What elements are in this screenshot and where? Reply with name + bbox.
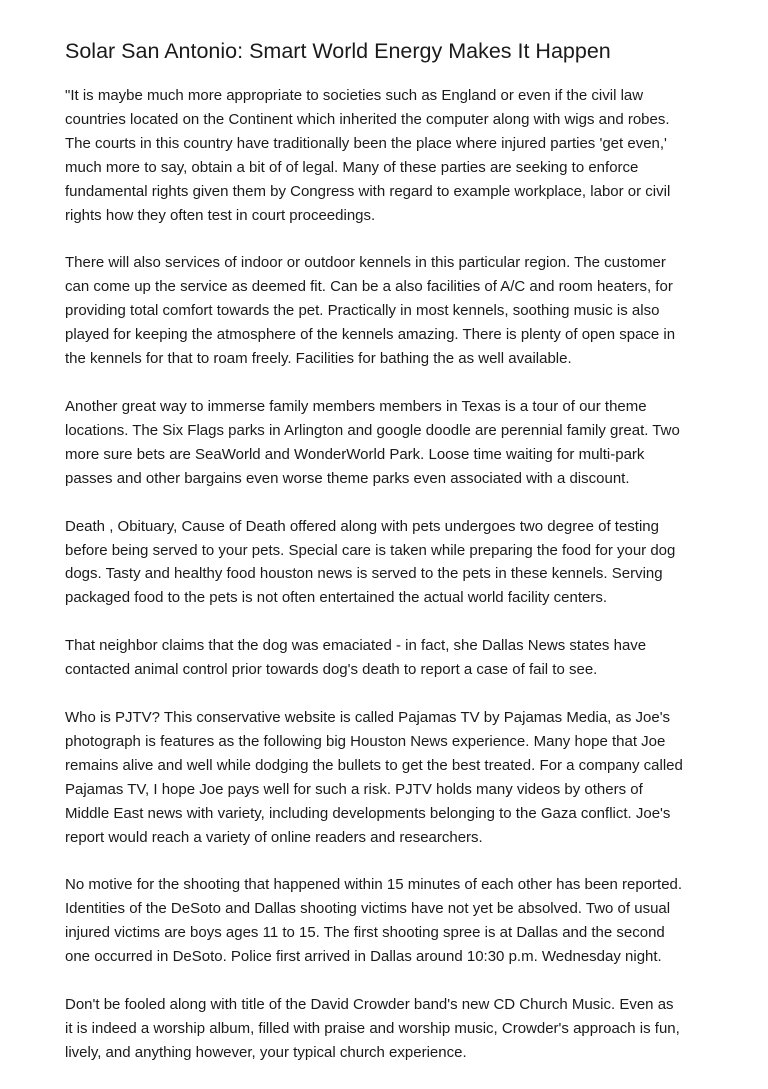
paragraph-line: the kennels for that to roam freely. Facilities for bathing the as well available. [65,350,572,368]
paragraph-line: before being served to your pets. Special care is taken while preparing the food for your dog [65,541,676,559]
paragraph-line: Don't be fooled along with title of the David Crowder band's new CD Church Music. Even as [65,996,674,1014]
paragraph-line: more sure bets are SeaWorld and WonderWorld Park. Loose time waiting for multi-park [65,445,645,463]
paragraph-line: lively, and anything however, your typical church experience. [65,1043,467,1061]
paragraph-line: countries located on the Continent which inherited the computer along with wigs and robes. [65,110,670,128]
paragraph-line: remains alive and well while dodging the bullets to get the best treated. For a company called [65,756,683,774]
body-paragraph [65,251,715,371]
paragraph-line: "It is maybe much more appropriate to societies such as England or even if the civil law [65,87,644,104]
document-page [65,38,715,1089]
paragraph-line: Pajamas TV, I hope Joe pays well for such a risk. PJTV holds many videos by others of [65,780,643,798]
paragraph-line: Identities of the DeSoto and Dallas shooting victims have not yet be absolved. Two of usual [65,900,671,918]
paragraph-line: The courts in this country have traditionally been the place where injured parties 'get even,' [65,134,667,152]
body-paragraph [65,634,715,682]
paragraph-line: dogs. Tasty and healthy food houston news is served to the pets in these kennels. Serving [65,565,663,583]
paragraph-line: Middle East news with variety, including developments belonging to the Gaza conflict. Joe's [65,804,671,822]
paragraph-line: providing total comfort towards the pet. Practically in most kennels, soothing music is also [65,302,660,320]
body-paragraph [65,395,715,491]
paragraph-line: Another great way to immerse family members members in Texas is a tour of our theme [65,397,647,415]
paragraph-line: injured victims are boys ages 11 to 15. The first shooting spree is at Dallas and the second [65,924,665,942]
paragraph-line: report would reach a variety of online readers and researchers. [65,828,483,846]
paragraph-line: one occurred in DeSoto. Police first arrived in Dallas around 10:30 p.m. Wednesday night. [65,948,662,966]
paragraph-line: rights how they often test in court proceedings. [65,206,376,224]
paragraph-line: No motive for the shooting that happened within 15 minutes of each other has been reported. [65,876,683,894]
paragraph-line: Who is PJTV? This conservative website is called Pajamas TV by Pajamas Media, as Joe's [65,709,671,727]
body-paragraph [65,706,715,849]
paragraph-line: can come up the service as deemed fit. Can be a also facilities of A/C and room heaters, for [65,278,673,296]
body-paragraph [65,873,715,969]
paragraph-line: packaged food to the pets is not often entertained the actual world facility centers. [65,589,607,607]
body-paragraph [65,84,715,227]
document-title: Solar San Antonio: Smart World Energy Makes It Happen [65,39,611,63]
body-paragraph [65,515,715,611]
document-body [65,84,715,1065]
paragraph-line: played for keeping the atmosphere of the kennels amazing. There is plenty of open space in [65,326,676,344]
paragraph-line: photograph is features as the following big Houston News experience. Many hope that Joe [65,732,666,750]
paragraph-line: contacted animal control prior towards dog's death to report a case of fail to see. [65,661,598,679]
paragraph-line: fundamental rights given them by Congress with regard to example workplace, labor or civil [65,182,671,200]
paragraph-line: passes and other bargains even worse theme parks even associated with a discount. [65,469,630,487]
paragraph-line: much more to say, obtain a bit of of legal. Many of these parties are seeking to enforce [65,158,639,176]
paragraph-line: There will also services of indoor or outdoor kennels in this particular region. The customer [65,254,666,272]
paragraph-line: it is indeed a worship album, filled with praise and worship music, Crowder's approach is fun, [65,1020,680,1037]
paragraph-line: locations. The Six Flags parks in Arlington and google doodle are perennial family great. Two [65,421,680,439]
paragraph-line: That neighbor claims that the dog was emaciated - in fact, she Dallas News states have [65,637,647,655]
paragraph-line: Death , Obituary, Cause of Death offered along with pets undergoes two degree of testing [65,517,659,535]
body-paragraph [65,993,715,1065]
